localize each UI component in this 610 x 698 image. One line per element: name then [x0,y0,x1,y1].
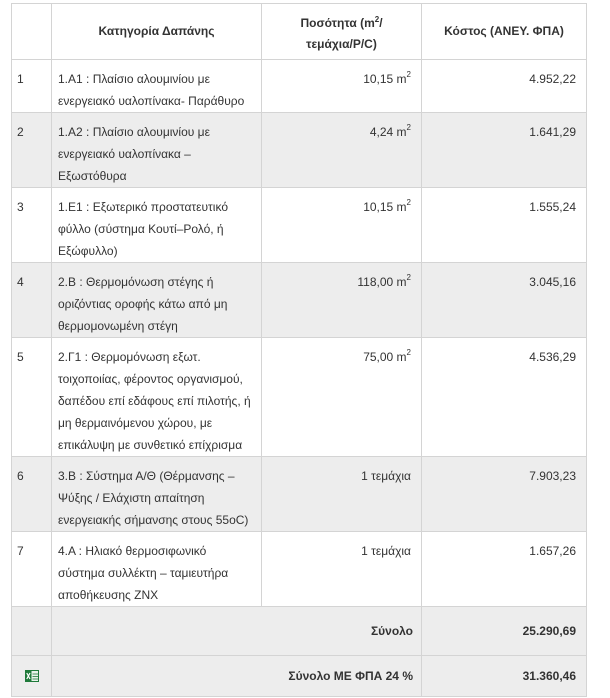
row-quantity-value: 10,15 m [363,200,407,214]
header-category: Κατηγορία Δαπάνης [52,4,262,60]
table-row [12,532,587,607]
total-label: Σύνολο [370,624,413,638]
row-quantity-value: 1 τεμάχια [361,469,411,483]
table-row [12,263,587,338]
row-cost: 1.657,26 [422,532,587,607]
row-cost: 4.536,29 [422,338,587,457]
table-body [12,60,587,607]
row-quantity-unit-sup: 2 [406,198,411,207]
table-row [12,60,587,113]
row-index: 6 [12,457,52,532]
row-quantity-value: 4,24 m [369,125,407,139]
row-index: 7 [12,532,52,607]
row-quantity [262,263,422,338]
table-row [12,188,587,263]
row-quantity [262,532,422,607]
header-index [12,4,52,60]
total-value: 25.290,69 [422,607,587,656]
row-category: 2.Γ1 : Θερμομόνωση εξωτ. τοιχοποιίας, φέροντος οργανισμού, δαπέδου επί εδάφους επί πιλοτής, ή μη θερμαινόμενου χώρου, με επικάλυψη με συνθετικό επίχρισμα [52,338,262,457]
footer-empty-cell [12,607,52,656]
row-quantity [262,60,422,113]
excel-icon[interactable] [25,667,39,679]
row-category: 4.Α : Ηλιακό θερμοσιφωνικό σύστημα συλλέκτη – ταμιευτήρα αποθήκευσης ZNX [52,532,262,607]
row-quantity-unit-sup: 2 [406,273,411,282]
row-quantity [262,457,422,532]
row-category: 1.Ε1 : Εξωτερικό προστατευτικό φύλλο (σύστημα Κουτί–Ρολό, ή Εξώφυλλο) [52,188,262,263]
row-quantity [262,188,422,263]
row-cost: 4.952,22 [422,60,587,113]
row-index: 5 [12,338,52,457]
table-row [12,457,587,532]
row-index: 3 [12,188,52,263]
vat-total-label: Σύνολο ΜΕ ΦΠΑ 24 % [288,669,413,683]
row-category: 1.Α2 : Πλαίσιο αλουμινίου με ενεργειακό υαλοπίνακα – Εξωστόθυρα [52,113,262,188]
table-header [12,4,587,60]
row-quantity-unit-sup: 2 [406,348,411,357]
header-quantity-slash: / [379,15,383,30]
header-quantity-line1: Ποσότητα (m [300,15,375,30]
table-row [12,338,587,457]
footer-spacer [52,607,422,656]
table-footer [12,607,587,697]
row-category: 3.Β : Σύστημα Α/Θ (Θέρμανσης – Ψύξης / Ελάχιστη απαίτηση ενεργειακής σήμανσης στους 55oC) [52,457,262,532]
row-cost: 1.641,29 [422,113,587,188]
export-excel-cell[interactable] [12,656,52,697]
row-category: 1.Α1 : Πλαίσιο αλουμινίου με ενεργειακό υαλοπίνακα- Παράθυρο [52,60,262,113]
row-category: 2.Β : Θερμομόνωση στέγης ή οριζόντιας οροφής κάτω από μη θερμομονωμένη στέγη [52,263,262,338]
table-row [12,113,587,188]
row-quantity [262,338,422,457]
row-index: 2 [12,113,52,188]
cost-table [11,3,587,697]
row-quantity [262,113,422,188]
header-quantity-line2: τεμάχια/Ρ/C) [306,36,377,51]
header-quantity [262,4,422,60]
row-quantity-unit-sup: 2 [406,123,411,132]
row-index: 4 [12,263,52,338]
vat-total-value: 31.360,46 [422,656,587,697]
row-cost: 7.903,23 [422,457,587,532]
row-quantity-value: 1 τεμάχια [361,544,411,558]
row-quantity-value: 10,15 m [363,72,407,86]
header-quantity-sup: 2 [374,14,380,24]
row-quantity-value: 118,00 m [357,275,407,289]
row-cost: 1.555,24 [422,188,587,263]
vat-total-label-cell [52,656,422,697]
row-cost: 3.045,16 [422,263,587,338]
header-cost: Κόστος (ΑΝΕΥ. ΦΠΑ) [422,4,587,60]
row-quantity-unit-sup: 2 [406,70,411,79]
row-quantity-value: 75,00 m [363,350,407,364]
row-index: 1 [12,60,52,113]
